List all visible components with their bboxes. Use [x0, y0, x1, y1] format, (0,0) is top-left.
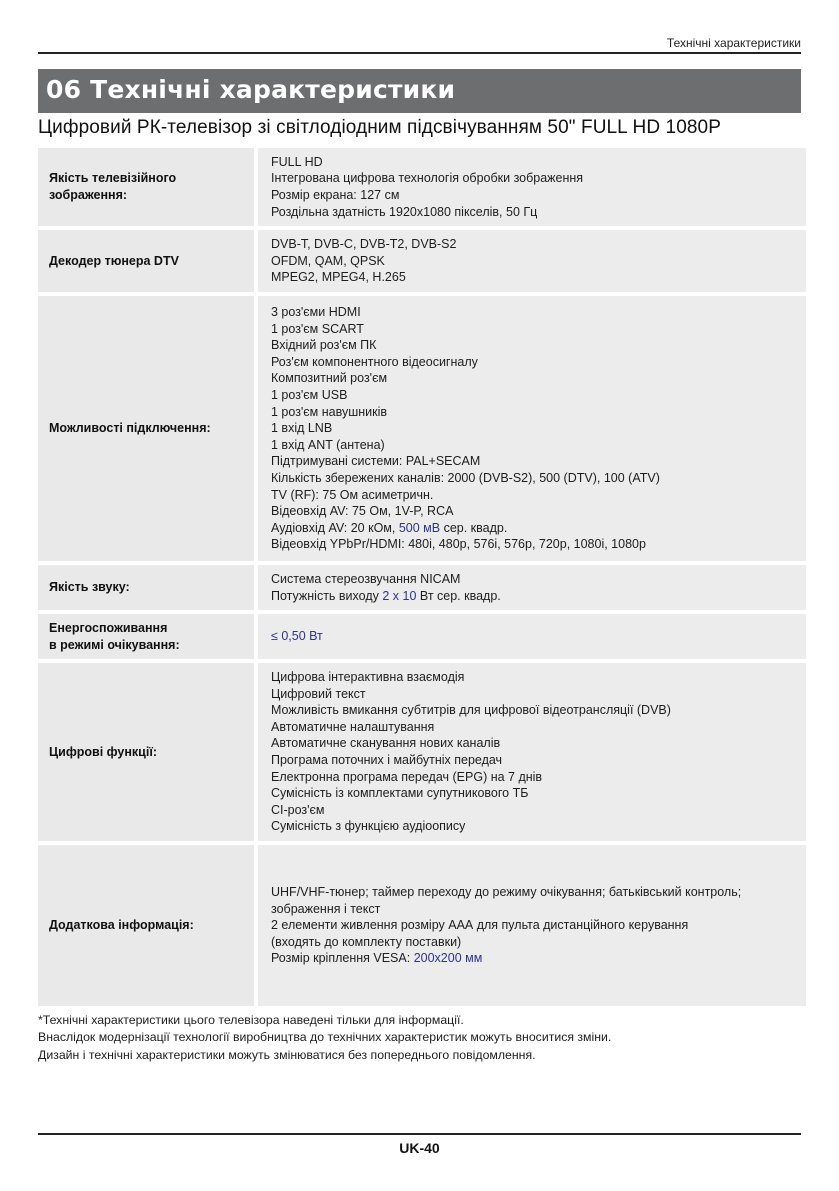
power-output-line: Потужність виходу 2 x 10 Вт сер. квадр. [271, 588, 501, 603]
spec-row-digital-functions [38, 663, 806, 841]
spec-label: Цифрові функції: [38, 663, 258, 841]
spec-row-sound [38, 565, 806, 610]
spec-value: 3 роз'єми HDMI 1 роз'єм SCART Вхідний роз'єм ПК Роз'єм компонентного відеосигналу Композитний роз'єм 1 роз'єм USB 1 роз'єм навушників 1 вхід LNB 1 вхід ANT (антена) Підтримувані системи: PAL+SECAM Кількість збережених каналів: 2000 (DVB-S2), 500 (DTV), 100 (ATV) TV (RF): 75 Ом асиметричн. Відеовхід AV: 75 Ом, 1V-P, RCA Аудіовхід AV: 20 кОм, 500 мВ сер. квадр. Відеовхід YPbPr/HDMI: 480i, 480p, 576i, 576p, 720p, 1080i, 1080p [258, 296, 806, 561]
spec-value: UHF/VHF-тюнер; таймер переходу до режиму очікування; батьківський контроль; зображення і текст 2 елементи живлення розміру ААА для пульта дистанційного керування (входять до комплекту поставки) Розмір кріплення VESA: 200x200 мм [258, 845, 806, 1006]
spec-value [258, 614, 806, 659]
spec-label: Можливості підключення: [38, 296, 258, 561]
spec-label: Додаткова інформація: [38, 845, 258, 1006]
vesa-line: Розмір кріплення VESA: 200x200 мм [271, 951, 483, 966]
product-subtitle: Цифровий РК-телевізор зі світлодіодним підсвічуванням 50" FULL HD 1080P [38, 117, 721, 138]
footer-rule [38, 1133, 801, 1135]
standby-power-value: ≤ 0,50 Вт [271, 629, 323, 644]
spec-value: DVB-T, DVB-C, DVB-T2, DVB-S2 OFDM, QAM, QPSK MPEG2, MPEG4, H.265 [258, 230, 806, 292]
spec-table [38, 144, 806, 1010]
spec-label: Декодер тюнера DTV [38, 230, 258, 292]
power-output-value: 2 x 10 [382, 588, 417, 603]
spec-label: Якість телевізійного зображення: [38, 148, 258, 226]
audio-input-line: Аудіовхід AV: 20 кОм, 500 мВ сер. квадр. [271, 520, 508, 535]
spec-row-additional-info [38, 845, 806, 1006]
footnote: *Технічні характеристики цього телевізора наведені тільки для інформації. [38, 1013, 464, 1027]
spec-row-decoder [38, 230, 806, 292]
spec-row-picture [38, 148, 806, 226]
spec-row-standby-power [38, 614, 806, 659]
footnote: Внаслідок модернізації технології виробництва до технічних характеристик можуть вноситися зміни. [38, 1030, 612, 1045]
spec-label: Якість звуку: [38, 565, 258, 610]
section-title: 06 Технічні характеристики [38, 69, 801, 113]
spec-value: Цифрова інтерактивна взаємодія Цифровий текст Можливість вмикання субтитрів для цифрової відеотрансляції (DVB) Автоматичне налаштування Автоматичне сканування нових каналів Програма поточних і майбутніх передач Електронна програма передач (EPG) на 7 днів Сумісність із комплектами супутникового ТБ CI-роз'єм Сумісність з функцією аудіоопису [258, 663, 806, 841]
spec-value: Система стереозвучання NICAM Потужність виходу 2 x 10 Вт сер. квадр. [258, 565, 806, 610]
spec-value: FULL HD Інтегрована цифрова технологія обробки зображення Розмір екрана: 127 см Роздільна здатність 1920x1080 пікселів, 50 Гц [258, 148, 806, 226]
spec-row-connectivity [38, 296, 806, 561]
spec-label: Енергоспоживання в режимі очікування: [38, 614, 258, 659]
vesa-value: 200x200 мм [413, 951, 483, 966]
footnotes [38, 1012, 808, 1064]
footnote: Дизайн і технічні характеристики можуть змінюватися без попереднього повідомлення. [38, 1047, 536, 1062]
audio-input-value: 500 мВ [398, 520, 441, 535]
running-header: Технічні характеристики [666, 36, 801, 50]
page-number: UK-40 [399, 1140, 440, 1156]
header-rule [38, 52, 801, 54]
